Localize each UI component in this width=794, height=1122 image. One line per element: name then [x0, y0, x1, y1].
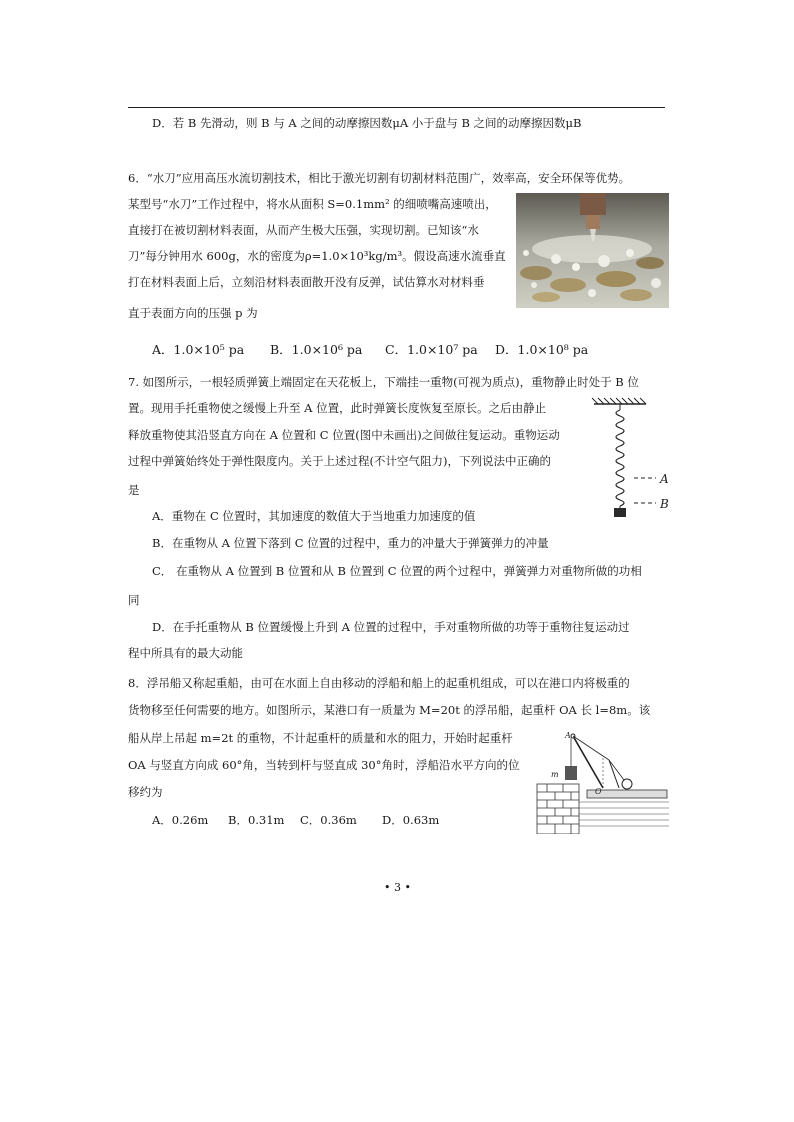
- q6-line-4: 刀”每分钟用水 600g，水的密度为ρ=1.0×10³kg/m³。假设高速水流垂直: [128, 249, 506, 263]
- q6-option-a: A．1.0×10⁵ pa: [152, 342, 245, 357]
- water-jet-photo: [516, 193, 669, 308]
- q7-line-5: 是: [128, 483, 140, 497]
- q7-option-b: B．在重物从 A 位置下落到 C 位置的过程中，重力的冲量大于弹簧弹力的冲量: [152, 536, 549, 550]
- q6-line-5: 打在材料表面上后，立刻沿材料表面散开没有反弹，试估算水对材料垂: [128, 275, 485, 289]
- q8-line-2: 货物移至任何需要的地方。如图所示，某港口有一质量为 M=20t 的浮吊船，起重杆 OA 长 l=8m。该: [128, 703, 651, 717]
- q7-line-2: 置。现用手托重物使之缓慢上升至 A 位置，此时弹簧长度恢复至原长。之后由静止: [128, 401, 547, 415]
- q6-option-d: D．1.0×10⁸ pa: [495, 342, 589, 357]
- q7-option-c-cont: 同: [128, 593, 140, 607]
- q7-option-d-cont: 程中所具有的最大动能: [128, 646, 243, 660]
- q8-line-5: 移约为: [128, 785, 163, 799]
- label-o: O: [595, 787, 602, 796]
- q6-option-b: B．1.0×10⁶ pa: [270, 342, 363, 357]
- label-m: m: [551, 770, 559, 779]
- q6-line-3: 直接打在被切割材料表面，从而产生极大压强，实现切割。已知该“水: [128, 223, 479, 237]
- q8-option-a: A．0.26m: [152, 813, 209, 827]
- header-rule: [128, 107, 665, 108]
- label-a-crane: A: [565, 731, 571, 740]
- q8-options: [152, 812, 472, 830]
- q8-line-4: OA 与竖直方向成 60°角，当转到杆与竖直成 30°角时，浮船沿水平方向的位: [128, 758, 520, 772]
- q7-line-1: 7. 如图所示，一根轻质弹簧上端固定在天花板上，下端挂一重物(可视为质点)，重物静止时处于 B 位: [128, 375, 639, 389]
- crane-ship-figure: [527, 726, 669, 834]
- q8-option-d: D．0.63m: [382, 813, 440, 827]
- q7-option-d: D．在手托重物从 B 位置缓慢上升到 A 位置的过程中，手对重物所做的功等于重物往复运动过: [152, 620, 630, 634]
- q8-line-1: 8．浮吊船又称起重船，由可在水面上自由移动的浮船和船上的起重机组成，可以在港口内将极重的: [128, 676, 630, 690]
- q7-option-a: A．重物在 C 位置时，其加速度的数值大于当地重力加速度的值: [152, 509, 476, 523]
- label-b: B: [660, 497, 669, 511]
- q7-line-3: 释放重物使其沿竖直方向在 A 位置和 C 位置(图中未画出)之间做往复运动。重物运动: [128, 428, 560, 442]
- spring-figure: [590, 396, 680, 520]
- q5-option-d: D．若 B 先滑动，则 B 与 A 之间的动摩擦因数μA 小于盘与 B 之间的动摩擦因数μB: [152, 116, 582, 130]
- q6-options: [152, 340, 672, 358]
- q6-line-6: 直于表面方向的压强 p 为: [128, 306, 258, 320]
- q8-option-b: B．0.31m: [228, 813, 285, 827]
- q7-option-c: C． 在重物从 A 位置到 B 位置和从 B 位置到 C 位置的两个过程中，弹簧弹力对重物所做的功相: [152, 564, 642, 578]
- q7-line-4: 过程中弹簧始终处于弹性限度内。关于上述过程(不计空气阻力)，下列说法中正确的: [128, 454, 551, 468]
- q8-option-c: C．0.36m: [300, 813, 357, 827]
- page-number: • 3 •: [384, 881, 411, 894]
- q8-line-3: 船从岸上吊起 m=2t 的重物，不计起重杆的质量和水的阻力，开始时起重杆: [128, 731, 513, 745]
- q6-line-2: 某型号“水刀”工作过程中，将水从面积 S=0.1mm² 的细喷嘴高速喷出，: [128, 197, 497, 211]
- q6-line-1: 6．“水刀”应用高压水流切割技术，相比于激光切割有切割材料范围广，效率高，安全环保等优势。: [128, 171, 631, 185]
- label-a: A: [660, 472, 669, 486]
- q6-option-c: C．1.0×10⁷ pa: [385, 342, 478, 357]
